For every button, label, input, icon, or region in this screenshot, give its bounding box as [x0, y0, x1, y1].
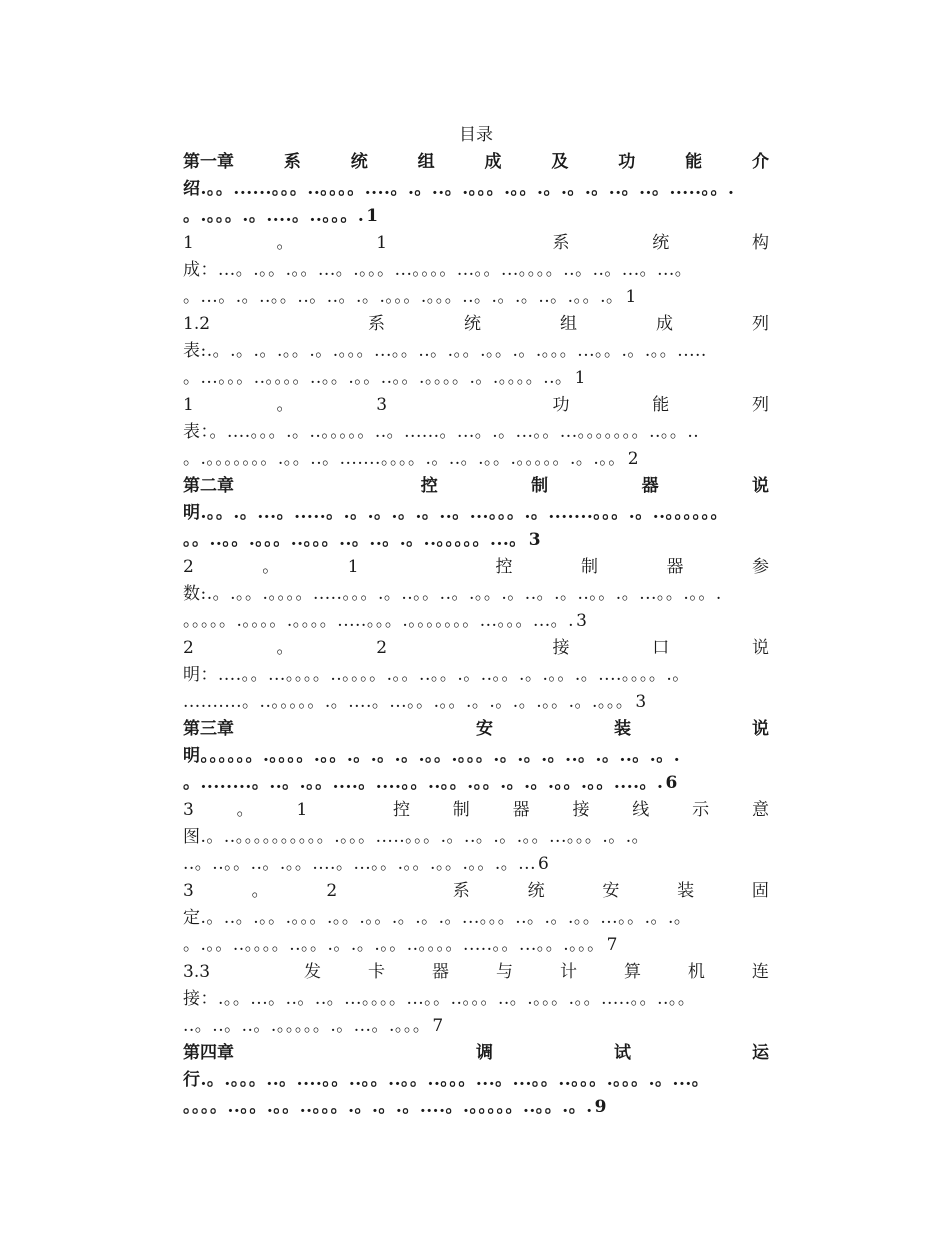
toc-title-token: 卡	[368, 962, 385, 982]
toc-page-number: 7	[606, 935, 618, 955]
toc-title-token: 。	[251, 881, 269, 901]
toc-title-token: 器	[641, 476, 659, 496]
toc-title-token: 成	[655, 314, 673, 334]
toc-title-token: 器	[431, 962, 449, 982]
toc-leader-dots: 。.。。..。。。。..。。.。.。.。。..。。。。.....。。...。。.。。。	[183, 935, 605, 955]
toc-title-token: 3	[183, 800, 194, 820]
toc-title-token: 固	[751, 881, 769, 901]
toc-title-token: 算	[623, 962, 641, 982]
toc-title-token: 2	[326, 881, 338, 901]
toc-leader-end-line	[183, 365, 769, 392]
toc-title-token: 发	[304, 962, 322, 982]
toc-title-token: 统	[527, 881, 545, 901]
toc-leader-dots: 。。..。。.。。。..。。。..。..。.。..。。。。。...。	[183, 530, 527, 550]
toc-leader-dots: ..。..。..。.。。。。。.。...。.。。。	[183, 1016, 431, 1036]
toc-title-token: 。	[276, 233, 294, 253]
toc-title-token: 。	[276, 638, 294, 658]
toc-leader-line: 数:.。.。。.。。。。.....。。。.。..。。..。.。。.。..。.。..。。.。...。。.。。.	[183, 584, 722, 604]
toc-title-token: 试	[614, 1043, 631, 1063]
toc-page-number: 1	[625, 287, 637, 307]
toc-leader-end-line	[183, 203, 769, 230]
toc-title-token: 1.2	[183, 314, 211, 334]
toc-leader-end-line	[183, 1013, 769, 1040]
toc-page-number: 3	[576, 611, 587, 631]
toc-title-token: 3	[376, 395, 388, 415]
toc-leader-dots: ..........。..。。。。。.。....。...。。.。。.。.。.。.。。.。.。。。	[183, 692, 634, 712]
toc-entry[interactable]	[183, 1040, 769, 1121]
toc-entry-title-line	[183, 716, 769, 743]
toc-title-token: 口	[652, 638, 670, 658]
toc-title-token: 3.3	[183, 962, 211, 982]
toc-leader-end-line	[183, 446, 769, 473]
toc-title-token: 统	[464, 314, 481, 334]
toc-title-token: 1	[347, 557, 359, 577]
toc-page-number: 7	[432, 1016, 444, 1036]
toc-title: 目录	[459, 125, 493, 145]
toc-title-token: 控	[392, 800, 410, 820]
toc-title-token: 列	[751, 314, 769, 334]
toc-title-token: 系	[452, 881, 470, 901]
toc-title-token: 介	[752, 152, 769, 172]
toc-title-token: 第四章	[183, 1043, 234, 1063]
toc-title-token: 器	[512, 800, 530, 820]
toc-title-token: 装	[614, 719, 631, 739]
toc-title-token: 构	[751, 233, 769, 253]
toc-title-token: 1	[183, 233, 194, 253]
toc-title-token: 功	[618, 152, 636, 172]
toc-title-token: 线	[632, 800, 650, 820]
toc-title-token: 意	[751, 800, 769, 820]
toc-entry[interactable]	[183, 797, 769, 878]
toc-title-token: 计	[559, 962, 577, 982]
toc-title-token: 3	[183, 881, 194, 901]
toc-page-number: 1	[366, 206, 379, 226]
toc-title-token: 1	[183, 395, 194, 415]
toc-title-token: 器	[666, 557, 684, 577]
toc-entry-title-line	[183, 1040, 769, 1067]
toc-leader-end-line	[183, 608, 769, 635]
toc-title-token: 参	[751, 557, 769, 577]
toc-leader-line: 表:.。.。.。.。。.。.。。。...。。..。.。。.。。.。.。。。...。。.。.。。.....	[183, 341, 707, 361]
toc-leader-end-line	[183, 1094, 769, 1121]
toc-leader-end-line	[183, 284, 769, 311]
toc-title-token: 2	[376, 638, 388, 658]
toc-title-token: 装	[677, 881, 695, 901]
toc-entry[interactable]	[183, 230, 769, 311]
toc-title-token: 功	[552, 395, 570, 415]
toc-title-token: 安	[476, 719, 493, 739]
toc-entry-title-line	[183, 959, 769, 986]
toc-entry-title-line	[183, 473, 769, 500]
toc-entry-title-line	[183, 311, 769, 338]
toc-title-token: 统	[350, 152, 368, 172]
toc-leader-dots: ..。..。。..。.。。....。...。。.。。.。。.。。.。...	[183, 854, 536, 874]
toc-title-token: 。	[236, 800, 254, 820]
toc-title-token: 说	[752, 719, 769, 739]
toc-entry[interactable]	[183, 554, 769, 635]
toc-list	[183, 149, 769, 1121]
toc-leader-line: 成：...。.。。.。。...。.。。。...。。。。...。。...。。。。..。..。...。...。	[183, 260, 693, 280]
toc-leader-line: 定.。..。.。。.。。。.。。.。。.。.。.。...。。。..。.。.。。...。。.。.。	[183, 908, 692, 928]
toc-entry[interactable]	[183, 959, 769, 1040]
toc-entry[interactable]	[183, 311, 769, 392]
toc-leader-line: 图.。..。。。。。。。。。。.。。。.....。。。.。..。.。.。。...。。。.。.。	[183, 827, 650, 847]
toc-title-token: 组	[417, 152, 435, 172]
toc-page-number: 2	[627, 449, 639, 469]
toc-title-token: 。	[276, 395, 294, 415]
toc-title-token: 列	[751, 395, 769, 415]
toc-entry-title-line	[183, 149, 769, 176]
toc-leader-line: 绍.。。......。。。..。。。。....。.。..。.。。。.。。.。.。.。..。..。.....。。.	[183, 179, 735, 199]
toc-leader-dots: 。。。。..。。.。。..。。。.。.。.。....。.。。。。。..。。.。.	[183, 1097, 593, 1117]
toc-title-token: 统	[652, 233, 670, 253]
toc-leader-line: 明。。。。。。.。。。。.。。.。.。.。.。。.。。。.。.。.。..。.。..。.。.	[183, 746, 681, 766]
toc-leader-line: 行.。.。。。..。....。。..。。..。。..。。。...。...。。..。。。.。。。.。...。	[183, 1070, 710, 1090]
toc-leader-line: 明.。。.。...。.....。.。.。.。.。..。...。。。.。.......。。。.。..。。。。。。	[183, 503, 729, 523]
toc-leader-dots: 。........。..。.。。....。....。。..。。.。。.。.。.。。.。。....。.	[183, 773, 664, 793]
toc-title-token: 安	[602, 881, 620, 901]
toc-title-token: 能	[652, 395, 670, 415]
toc-entry[interactable]	[183, 473, 769, 554]
toc-title-token: 调	[476, 1043, 493, 1063]
toc-entry-title-line	[183, 554, 769, 581]
toc-leader-end-line	[183, 932, 769, 959]
toc-leader-dots: 。...。。。..。。。。..。。.。。..。。.。。。。.。.。。。。..。	[183, 368, 573, 388]
toc-title-token: 控	[495, 557, 513, 577]
toc-page-number: 9	[594, 1097, 607, 1117]
toc-title-token: 系	[283, 152, 301, 172]
toc-title-token: 接	[552, 638, 570, 658]
toc-leader-dots: 。.。。。.。....。..。。。.	[183, 206, 365, 226]
toc-title-token: 运	[752, 1043, 769, 1063]
toc-title-token: 连	[751, 962, 769, 982]
toc-title-token: 第三章	[183, 719, 234, 739]
toc-title-token: 说	[751, 638, 769, 658]
toc-entry[interactable]	[183, 392, 769, 473]
toc-title-token: 1	[376, 233, 388, 253]
toc-title-token: 系	[552, 233, 570, 253]
toc-leader-end-line	[183, 527, 769, 554]
toc-title-token: 制	[452, 800, 470, 820]
toc-title-token: 说	[751, 476, 769, 496]
toc-title-token: 与	[495, 962, 513, 982]
toc-title-token: 制	[581, 557, 598, 577]
toc-leader-line: 接：.。。...。..。..。...。。。。...。。..。。。..。.。。。.。。.....。。..。。	[183, 989, 696, 1009]
toc-entry-title-line	[183, 392, 769, 419]
toc-title-token: 系	[368, 314, 386, 334]
toc-title-token: 组	[559, 314, 577, 334]
toc-title-token: 示	[692, 800, 710, 820]
toc-entry-title-line	[183, 878, 769, 905]
toc-leader-line: 表：。....。。。.。..。。。。。..。......。...。.。...。。...。。。。。。。..。。..	[183, 422, 700, 442]
toc-title-token: 第一章	[183, 152, 234, 172]
toc-entry-title-line	[183, 797, 769, 824]
toc-title-token: 制	[531, 476, 549, 496]
toc-leader-end-line	[183, 689, 769, 716]
toc-title-token: 能	[685, 152, 703, 172]
toc-leader-end-line	[183, 851, 769, 878]
toc-title-token: 成	[484, 152, 502, 172]
toc-title-token: 2	[183, 638, 194, 658]
toc-title-token: 2	[183, 557, 194, 577]
toc-title-token: 第二章	[183, 476, 234, 496]
toc-page-number: 3	[635, 692, 647, 712]
toc-page-number: 3	[528, 530, 541, 550]
toc-title-token: 控	[420, 476, 438, 496]
toc-page	[183, 122, 769, 1121]
toc-leader-dots: 。.。。。。。。。.。。..。.......。。。。.。..。.。。.。。。。。.。.。。	[183, 449, 626, 469]
toc-entry[interactable]	[183, 878, 769, 959]
toc-leader-dots: 。。。。。.。。。。.。。。。.....。。。.。。。。。。。...。。。...。.	[183, 611, 575, 631]
toc-entry[interactable]	[183, 149, 769, 230]
toc-leader-line: 明：....。。...。。。。..。。。。.。。..。。.。..。。.。.。。.。....。。。。.。	[183, 665, 690, 685]
toc-title-token: 接	[572, 800, 590, 820]
toc-title-token: 。	[262, 557, 280, 577]
toc-leader-end-line	[183, 770, 769, 797]
toc-title-token: 及	[551, 152, 569, 172]
toc-page-number: 1	[574, 368, 586, 388]
toc-entry-title-line	[183, 230, 769, 257]
toc-entry[interactable]	[183, 716, 769, 797]
toc-title-token: 1	[296, 800, 308, 820]
toc-title-token: 机	[687, 962, 705, 982]
toc-entry-title-line	[183, 635, 769, 662]
toc-page-number: 6	[665, 773, 678, 793]
toc-leader-dots: 。...。.。..。。..。..。.。.。。。.。。。..。.。.。..。.。。.。	[183, 287, 624, 307]
toc-entry[interactable]	[183, 635, 769, 716]
toc-page-number: 6	[537, 854, 549, 874]
